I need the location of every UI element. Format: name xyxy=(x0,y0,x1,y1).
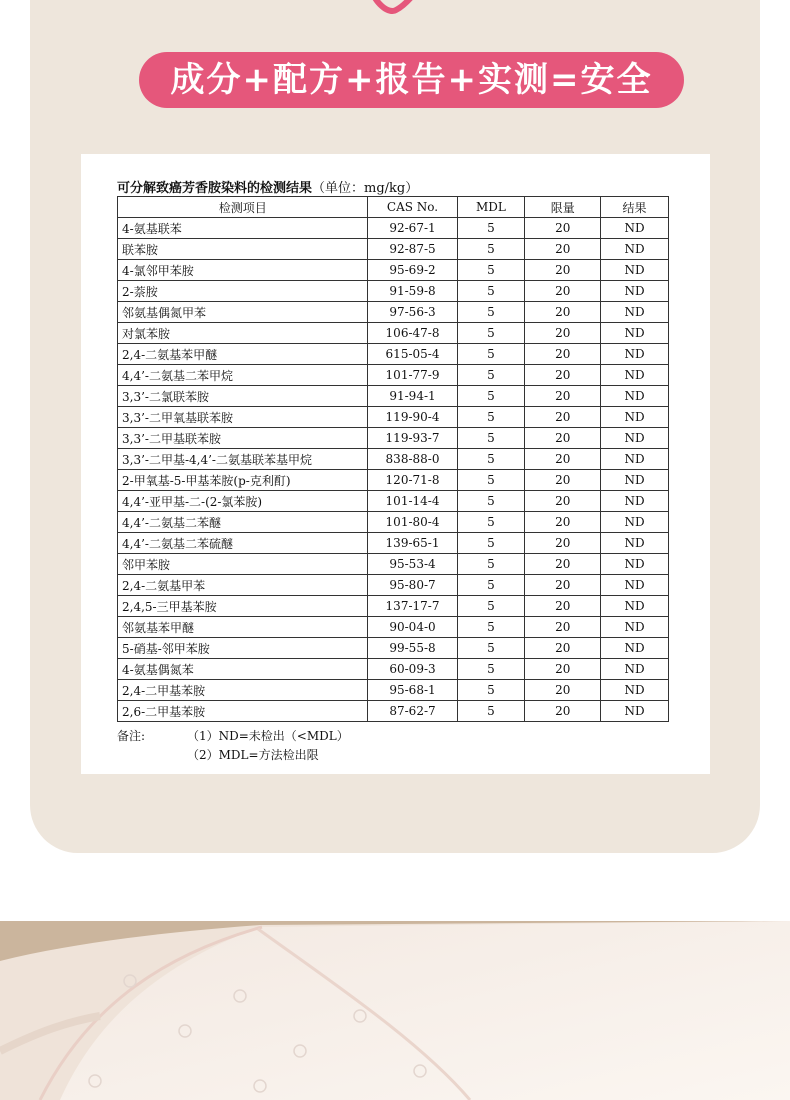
cell-limit: 20 xyxy=(525,386,601,407)
cell-item: 邻氨基偶氮甲苯 xyxy=(118,302,368,323)
table-row xyxy=(118,680,669,701)
cell-result: ND xyxy=(601,428,669,449)
cell-mdl: 5 xyxy=(457,554,525,575)
cell-result: ND xyxy=(601,260,669,281)
table-row xyxy=(118,533,669,554)
table-row xyxy=(118,701,669,722)
cell-limit: 20 xyxy=(525,449,601,470)
table-header-row xyxy=(118,197,669,218)
cell-result: ND xyxy=(601,344,669,365)
cell-mdl: 5 xyxy=(457,281,525,302)
cell-result: ND xyxy=(601,701,669,722)
cell-limit: 20 xyxy=(525,239,601,260)
cell-item: 4-氨基偶氮苯 xyxy=(118,659,368,680)
cell-limit: 20 xyxy=(525,470,601,491)
cell-mdl: 5 xyxy=(457,218,525,239)
cell-cas: 139-65-1 xyxy=(368,533,457,554)
header-result: 结果 xyxy=(601,197,669,218)
safety-banner: 成分+配方+报告+实测=安全 xyxy=(139,52,684,108)
cell-mdl: 5 xyxy=(457,239,525,260)
cell-cas: 91-94-1 xyxy=(368,386,457,407)
table-row xyxy=(118,260,669,281)
heart-icon xyxy=(360,0,430,22)
table-row xyxy=(118,617,669,638)
report-notes xyxy=(117,727,349,765)
header-limit: 限量 xyxy=(525,197,601,218)
cell-item: 3,3’-二甲基-4,4’-二氨基联苯基甲烷 xyxy=(118,449,368,470)
cell-limit: 20 xyxy=(525,680,601,701)
cell-limit: 20 xyxy=(525,344,601,365)
header-mdl: MDL xyxy=(457,197,525,218)
cell-limit: 20 xyxy=(525,260,601,281)
cell-cas: 99-55-8 xyxy=(368,638,457,659)
cell-mdl: 5 xyxy=(457,365,525,386)
cell-result: ND xyxy=(601,533,669,554)
cell-item: 2-萘胺 xyxy=(118,281,368,302)
cell-item: 4,4’-亚甲基-二-(2-氯苯胺) xyxy=(118,491,368,512)
cell-limit: 20 xyxy=(525,323,601,344)
cell-result: ND xyxy=(601,617,669,638)
cell-item: 4,4’-二氨基二苯硫醚 xyxy=(118,533,368,554)
cell-cas: 101-77-9 xyxy=(368,365,457,386)
cell-mdl: 5 xyxy=(457,617,525,638)
cell-limit: 20 xyxy=(525,512,601,533)
cell-cas: 92-87-5 xyxy=(368,239,457,260)
cell-item: 2,4-二氨基苯甲醚 xyxy=(118,344,368,365)
cell-mdl: 5 xyxy=(457,344,525,365)
cell-cas: 95-80-7 xyxy=(368,575,457,596)
cell-item: 联苯胺 xyxy=(118,239,368,260)
cell-cas: 101-14-4 xyxy=(368,491,457,512)
cell-item: 4-氯邻甲苯胺 xyxy=(118,260,368,281)
cell-result: ND xyxy=(601,554,669,575)
cell-result: ND xyxy=(601,323,669,344)
cell-limit: 20 xyxy=(525,596,601,617)
notes-label: 备注: xyxy=(117,729,146,743)
cell-limit: 20 xyxy=(525,533,601,554)
cell-result: ND xyxy=(601,659,669,680)
cell-item: 2,4,5-三甲基苯胺 xyxy=(118,596,368,617)
cell-item: 2,4-二甲基苯胺 xyxy=(118,680,368,701)
test-report xyxy=(81,154,710,774)
report-unit: （单位：mg/kg） xyxy=(312,181,419,196)
cell-cas: 137-17-7 xyxy=(368,596,457,617)
cell-mdl: 5 xyxy=(457,512,525,533)
cell-cas: 120-71-8 xyxy=(368,470,457,491)
cell-mdl: 5 xyxy=(457,386,525,407)
cell-cas: 101-80-4 xyxy=(368,512,457,533)
table-row xyxy=(118,428,669,449)
report-title-text: 可分解致癌芳香胺染料的检测结果 xyxy=(117,181,313,196)
cell-cas: 92-67-1 xyxy=(368,218,457,239)
cell-mdl: 5 xyxy=(457,680,525,701)
cell-mdl: 5 xyxy=(457,659,525,680)
cell-cas: 106-47-8 xyxy=(368,323,457,344)
cell-result: ND xyxy=(601,218,669,239)
cell-cas: 95-53-4 xyxy=(368,554,457,575)
cell-mdl: 5 xyxy=(457,407,525,428)
cell-mdl: 5 xyxy=(457,449,525,470)
header-item: 检测项目 xyxy=(118,197,368,218)
cell-item: 邻氨基苯甲醚 xyxy=(118,617,368,638)
cell-limit: 20 xyxy=(525,575,601,596)
cell-cas: 119-90-4 xyxy=(368,407,457,428)
cell-mdl: 5 xyxy=(457,302,525,323)
cell-result: ND xyxy=(601,365,669,386)
fabric-photo xyxy=(0,921,790,1100)
cell-result: ND xyxy=(601,302,669,323)
cell-result: ND xyxy=(601,239,669,260)
table-row xyxy=(118,638,669,659)
table-row xyxy=(118,575,669,596)
cell-item: 3,3’-二甲氧基联苯胺 xyxy=(118,407,368,428)
cell-cas: 95-69-2 xyxy=(368,260,457,281)
table-row xyxy=(118,365,669,386)
table-row xyxy=(118,239,669,260)
table-row xyxy=(118,323,669,344)
cell-cas: 838-88-0 xyxy=(368,449,457,470)
cell-result: ND xyxy=(601,407,669,428)
cell-mdl: 5 xyxy=(457,575,525,596)
cell-result: ND xyxy=(601,386,669,407)
cell-item: 2-甲氧基-5-甲基苯胺(p-克利酊) xyxy=(118,470,368,491)
table-row xyxy=(118,302,669,323)
cell-item: 3,3’-二氯联苯胺 xyxy=(118,386,368,407)
cell-limit: 20 xyxy=(525,617,601,638)
cell-limit: 20 xyxy=(525,554,601,575)
table-row xyxy=(118,344,669,365)
cell-limit: 20 xyxy=(525,701,601,722)
cell-item: 3,3’-二甲基联苯胺 xyxy=(118,428,368,449)
report-title xyxy=(117,177,418,196)
cell-mdl: 5 xyxy=(457,470,525,491)
cell-limit: 20 xyxy=(525,302,601,323)
table-row xyxy=(118,407,669,428)
table-row xyxy=(118,512,669,533)
cell-cas: 119-93-7 xyxy=(368,428,457,449)
cell-item: 5-硝基-邻甲苯胺 xyxy=(118,638,368,659)
cell-limit: 20 xyxy=(525,281,601,302)
table-row xyxy=(118,218,669,239)
table-row xyxy=(118,386,669,407)
cell-mdl: 5 xyxy=(457,533,525,554)
cell-result: ND xyxy=(601,596,669,617)
cell-cas: 615-05-4 xyxy=(368,344,457,365)
results-table xyxy=(117,196,669,722)
table-row xyxy=(118,659,669,680)
cell-cas: 90-04-0 xyxy=(368,617,457,638)
cell-item: 2,4-二氨基甲苯 xyxy=(118,575,368,596)
cell-item: 4-氨基联苯 xyxy=(118,218,368,239)
cell-mdl: 5 xyxy=(457,260,525,281)
cell-mdl: 5 xyxy=(457,428,525,449)
note-2: （2）MDL=方法检出限 xyxy=(187,748,319,762)
cell-limit: 20 xyxy=(525,365,601,386)
header-cas: CAS No. xyxy=(368,197,457,218)
cell-mdl: 5 xyxy=(457,323,525,344)
note-1: （1）ND=未检出（<MDL） xyxy=(187,729,349,743)
cell-limit: 20 xyxy=(525,659,601,680)
cell-mdl: 5 xyxy=(457,701,525,722)
cell-item: 4,4’-二氨基二苯甲烷 xyxy=(118,365,368,386)
cell-result: ND xyxy=(601,281,669,302)
cell-mdl: 5 xyxy=(457,638,525,659)
cell-result: ND xyxy=(601,512,669,533)
cell-item: 2,6-二甲基苯胺 xyxy=(118,701,368,722)
cell-item: 4,4’-二氨基二苯醚 xyxy=(118,512,368,533)
cell-limit: 20 xyxy=(525,218,601,239)
cell-result: ND xyxy=(601,470,669,491)
cell-result: ND xyxy=(601,680,669,701)
cell-cas: 95-68-1 xyxy=(368,680,457,701)
table-row xyxy=(118,554,669,575)
cell-cas: 87-62-7 xyxy=(368,701,457,722)
cell-cas: 97-56-3 xyxy=(368,302,457,323)
cell-limit: 20 xyxy=(525,491,601,512)
cell-limit: 20 xyxy=(525,638,601,659)
cell-result: ND xyxy=(601,449,669,470)
cell-result: ND xyxy=(601,638,669,659)
table-row xyxy=(118,449,669,470)
table-row xyxy=(118,596,669,617)
table-row xyxy=(118,470,669,491)
cell-item: 邻甲苯胺 xyxy=(118,554,368,575)
cell-result: ND xyxy=(601,491,669,512)
cell-mdl: 5 xyxy=(457,491,525,512)
cell-result: ND xyxy=(601,575,669,596)
table-row xyxy=(118,491,669,512)
cell-item: 对氯苯胺 xyxy=(118,323,368,344)
cell-cas: 91-59-8 xyxy=(368,281,457,302)
table-row xyxy=(118,281,669,302)
cell-limit: 20 xyxy=(525,428,601,449)
cell-cas: 60-09-3 xyxy=(368,659,457,680)
cell-limit: 20 xyxy=(525,407,601,428)
cell-mdl: 5 xyxy=(457,596,525,617)
